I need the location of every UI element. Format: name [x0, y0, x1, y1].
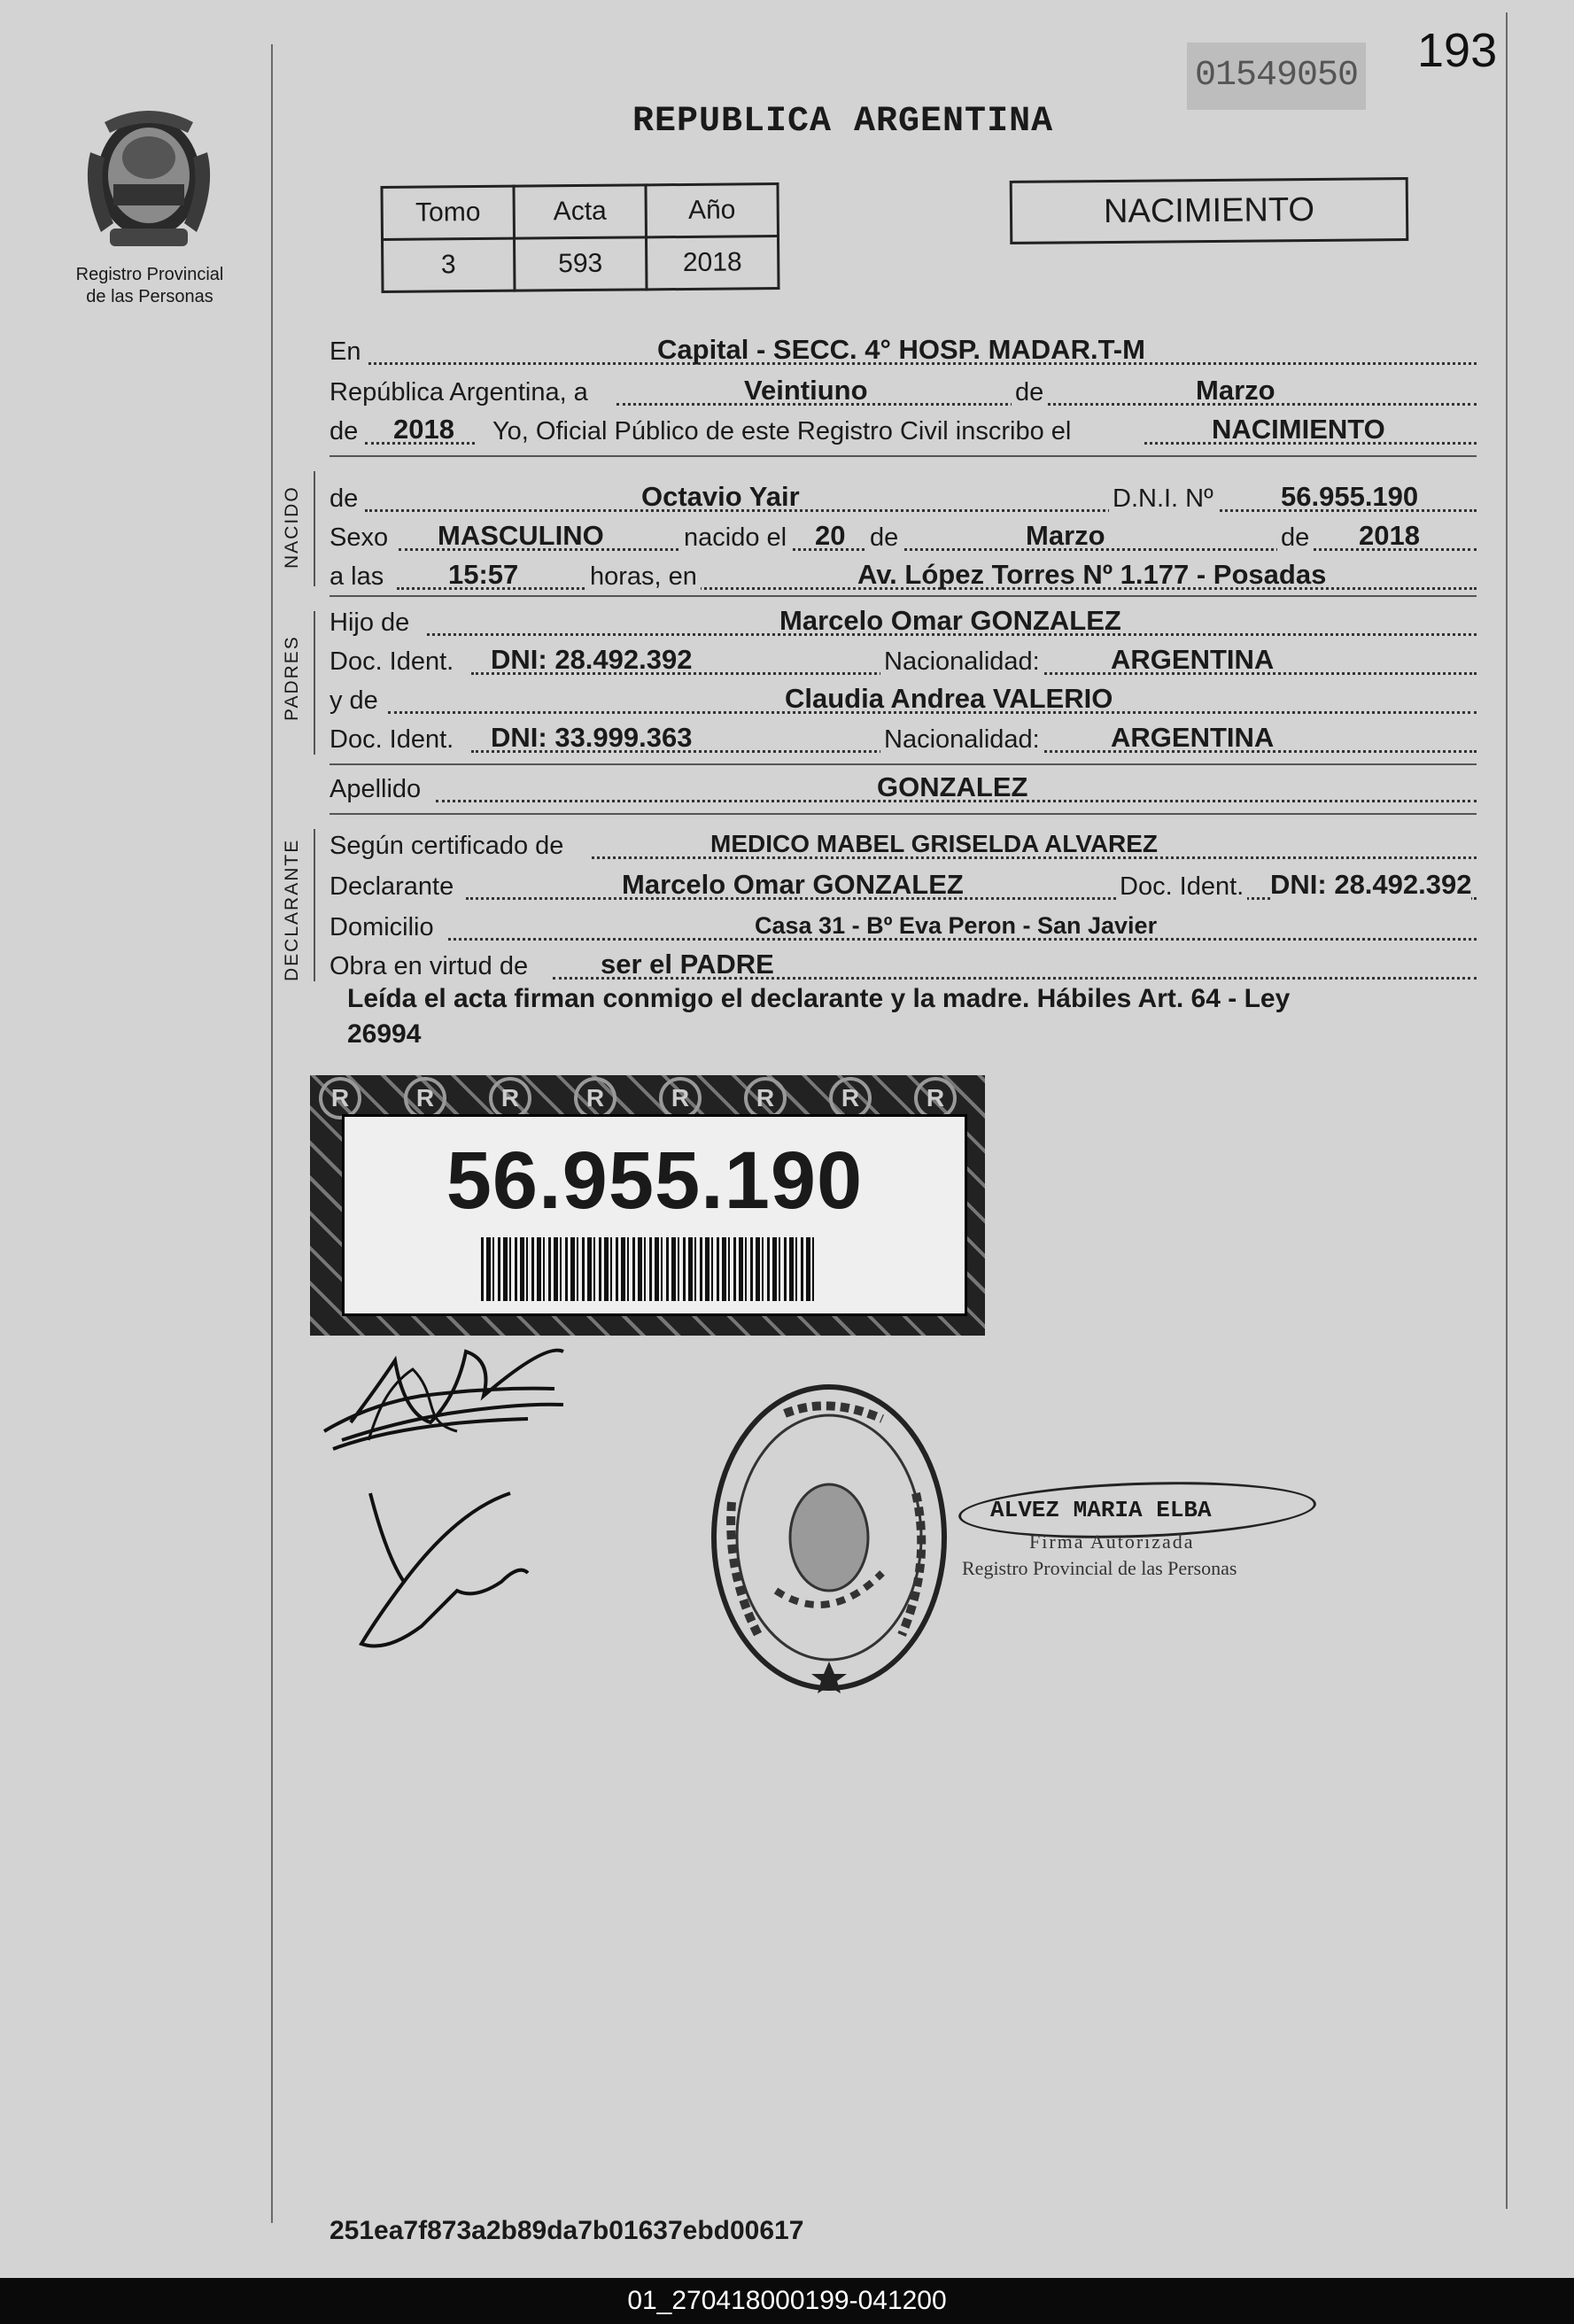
- acta-header: Acta: [514, 185, 647, 238]
- horas-label: horas, en: [586, 556, 701, 597]
- en-value: Capital - SECC. 4° HOSP. MADAR.T-M: [657, 334, 1145, 365]
- anio-value: 2018: [646, 236, 779, 290]
- mother-doc-label: Doc. Ident.: [330, 725, 454, 754]
- child-name-value: Octavio Yair: [641, 481, 800, 512]
- en-label: En: [330, 337, 361, 366]
- declarante-value: Marcelo Omar GONZALEZ: [622, 869, 964, 900]
- serial-number: 01549050: [1187, 43, 1366, 110]
- row-father-doc: [330, 643, 1477, 684]
- apellido-value: GONZALEZ: [877, 771, 1028, 802]
- closing-text: [347, 981, 1454, 1052]
- barcode-icon: [481, 1237, 818, 1301]
- firma-title: Firma Autorizada: [1029, 1530, 1195, 1553]
- row-inscribo: [330, 413, 1477, 453]
- sexo-value: MASCULINO: [438, 520, 604, 551]
- stamp-r-mark: R: [404, 1077, 446, 1119]
- birth-place-value: Av. López Torres Nº 1.177 - Posadas: [857, 559, 1327, 590]
- registro-line-2: de las Personas: [86, 287, 213, 306]
- anio-header: Año: [646, 184, 779, 237]
- row-en: [330, 333, 1477, 374]
- month-value: Marzo: [1196, 375, 1275, 406]
- mother-nac-label: Nacionalidad:: [880, 719, 1043, 760]
- declarante-doc-label: Doc. Ident.: [1116, 866, 1247, 907]
- domicilio-label: Domicilio: [330, 913, 434, 941]
- stamp-r-mark: R: [489, 1077, 531, 1119]
- declarante-doc-value: DNI: 28.492.392: [1270, 869, 1472, 900]
- footer-bar: [0, 2278, 1574, 2324]
- birth-de-label: de: [866, 517, 902, 558]
- signature-declarante-icon: [315, 1334, 581, 1462]
- stamp-r-mark: R: [829, 1077, 872, 1119]
- row-hora: [330, 558, 1477, 599]
- left-margin-line: [271, 44, 273, 2223]
- row-republica: [330, 374, 1477, 414]
- dni-label: D.N.I. Nº: [1109, 478, 1217, 519]
- birth-year-value: 2018: [1359, 520, 1420, 551]
- nacido-bracket: [314, 471, 315, 586]
- mother-name-value: Claudia Andrea VALERIO: [785, 683, 1113, 714]
- row-hijo-de: [330, 604, 1477, 645]
- registro-provincial-label: [55, 264, 244, 308]
- acta-value: 593: [515, 237, 647, 290]
- de-label: de: [1012, 372, 1047, 413]
- obra-value: ser el PADRE: [601, 949, 774, 980]
- yo-label: Yo, Oficial Público de este Registro Civil inscribo el: [492, 417, 1072, 445]
- apellido-label: Apellido: [330, 775, 422, 803]
- sexo-label: Sexo: [330, 523, 389, 552]
- province-emblem-icon: [78, 99, 220, 259]
- stamp-dni-number: 56.955.190: [446, 1135, 864, 1226]
- child-dni-value: 56.955.190: [1281, 481, 1419, 512]
- republica-label: República Argentina, a: [330, 378, 588, 407]
- row-y-de: [330, 682, 1477, 723]
- nacido-label: NACIDO: [282, 485, 302, 569]
- document-hash: 251ea7f873a2b89da7b01637ebd00617: [330, 2216, 804, 2245]
- father-nac-label: Nacionalidad:: [880, 641, 1043, 682]
- stamp-r-mark: R: [574, 1077, 616, 1119]
- padres-label: PADRES: [282, 635, 302, 721]
- firma-name: ALVEZ MARIA ELBA: [990, 1497, 1212, 1523]
- stamp-r-mark: R: [659, 1077, 702, 1119]
- mother-nac-value: ARGENTINA: [1111, 722, 1275, 753]
- inscribo-value: NACIMIENTO: [1212, 414, 1385, 445]
- day-value: Veintiuno: [744, 375, 868, 406]
- section-divider: [330, 763, 1477, 765]
- y-de-label: y de: [330, 686, 378, 715]
- closing-line-2: 26994: [347, 1019, 422, 1049]
- year-value: 2018: [393, 414, 454, 445]
- closing-line-1: Leída el acta firman conmigo el declarante y la madre. Hábiles Art. 64 - Ley: [347, 984, 1291, 1013]
- stamp-r-mark: R: [319, 1077, 361, 1119]
- footer-id: 01_270418000199-041200: [627, 2286, 947, 2315]
- tomo-acta-table: [380, 182, 779, 293]
- declarante-field-label: Declarante: [330, 872, 454, 901]
- official-seal-icon: [705, 1378, 953, 1701]
- segun-label: Según certificado de: [330, 832, 564, 860]
- stamp-r-mark: R: [914, 1077, 957, 1119]
- page-number: 193: [1417, 24, 1498, 77]
- declarante-label: DECLARANTE: [282, 838, 302, 981]
- row-segun: [330, 827, 1477, 868]
- section-divider: [330, 455, 1477, 457]
- stamp-r-mark: R: [744, 1077, 787, 1119]
- nacido-el-label: nacido el: [680, 517, 790, 558]
- stamp-inner-panel: [342, 1114, 967, 1316]
- father-name-value: Marcelo Omar GONZALEZ: [779, 605, 1121, 636]
- row-nacido-name: [330, 480, 1477, 521]
- nacimiento-box: NACIMIENTO: [1010, 177, 1409, 244]
- dni-stamp: [310, 1075, 985, 1336]
- right-margin-line: [1506, 12, 1508, 2209]
- section-divider: [330, 595, 1477, 597]
- mother-doc-value: DNI: 33.999.363: [491, 722, 693, 753]
- row-apellido: [330, 771, 1477, 811]
- father-nac-value: ARGENTINA: [1111, 644, 1275, 675]
- row-mother-doc: [330, 721, 1477, 762]
- segun-value: MEDICO MABEL GRISELDA ALVAREZ: [710, 830, 1159, 857]
- tomo-header: Tomo: [382, 186, 515, 239]
- birth-day-value: 20: [815, 520, 846, 551]
- father-doc-label: Doc. Ident.: [330, 647, 454, 676]
- section-divider: [330, 813, 1477, 815]
- de2-label: de: [330, 417, 359, 445]
- padres-bracket: [314, 611, 315, 755]
- declarante-bracket: [314, 829, 315, 981]
- a-las-label: a las: [330, 562, 384, 591]
- signature-madre-icon: [351, 1476, 546, 1666]
- domicilio-value: Casa 31 - Bº Eva Peron - San Javier: [755, 912, 1158, 939]
- row-declarante: [330, 868, 1477, 909]
- page-title: REPUBLICA ARGENTINA: [632, 102, 1054, 142]
- obra-label: Obra en virtud de: [330, 952, 529, 980]
- nacido-de-label: de: [330, 484, 359, 513]
- registro-line-1: Registro Provincial: [75, 265, 224, 284]
- tomo-value: 3: [383, 238, 516, 291]
- birth-time-value: 15:57: [448, 559, 519, 590]
- father-doc-value: DNI: 28.492.392: [491, 644, 693, 675]
- birth-de2-label: de: [1277, 517, 1313, 558]
- hijo-de-label: Hijo de: [330, 608, 410, 637]
- firma-registro: Registro Provincial de las Personas: [962, 1557, 1237, 1579]
- row-sexo: [330, 519, 1477, 560]
- birth-month-value: Marzo: [1026, 520, 1105, 551]
- row-domicilio: [330, 909, 1477, 949]
